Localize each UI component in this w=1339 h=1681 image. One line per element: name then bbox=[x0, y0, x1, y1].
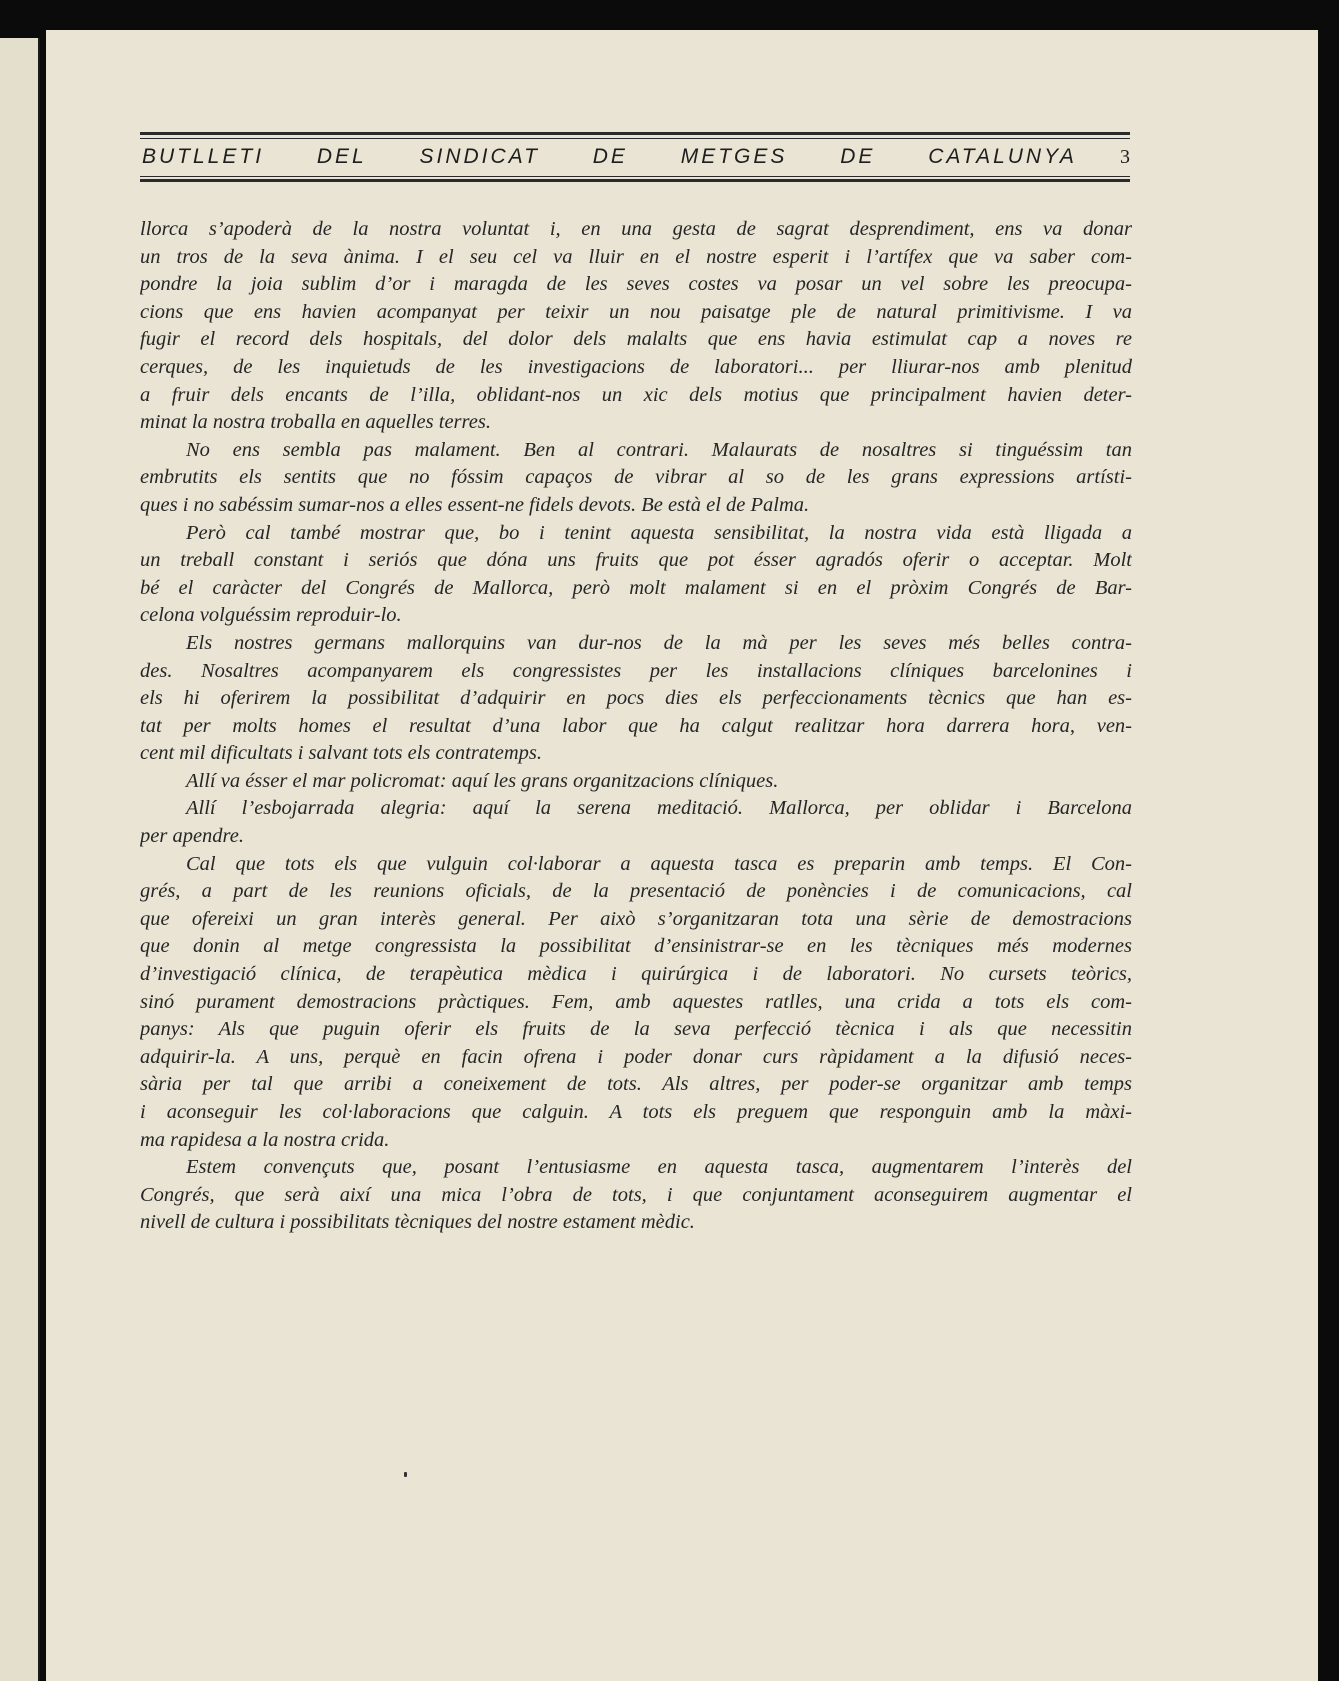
title-word: DE bbox=[840, 145, 876, 168]
header-rule-bottom-thick bbox=[140, 179, 1130, 182]
text-line: nivell de cultura i possibilitats tècniques del nostre estament mèdic. bbox=[140, 1211, 695, 1234]
text-line: ma rapidesa a la nostra crida. bbox=[140, 1128, 390, 1151]
text-line: adquirir-la. A uns, perquè en facin ofrena i poder donar curs ràpidament a la difusió neces- bbox=[140, 1045, 1132, 1068]
text-line: Cal que tots els que vulguin col·laborar a aquesta tasca es preparin amb temps. El Con- bbox=[186, 852, 1132, 875]
text-line: un treball constant i seriós que dóna uns fruits que pot ésser agradós oferir o acceptar. Molt bbox=[140, 549, 1132, 572]
text-line: Els nostres germans mallorquins van dur-nos de la mà per les seves més belles contra- bbox=[186, 631, 1132, 654]
text-line: celona volguéssim reproduir-lo. bbox=[140, 604, 402, 627]
text-line: bé el caràcter del Congrés de Mallorca, però molt malament si en el pròxim Congrés de Bar- bbox=[140, 576, 1132, 599]
text-line: sària per tal que arribi a coneixement de tots. Als altres, per poder-se organitzar amb temps bbox=[140, 1073, 1132, 1096]
text-line: Allí l’esbojarrada alegria: aquí la serena meditació. Mallorca, per oblidar i Barcelona bbox=[186, 797, 1132, 820]
text-line: panys: Als que puguin oferir els fruits de la seva perfecció tècnica i als que necessitin bbox=[140, 1018, 1132, 1041]
text-line: sinó purament demostracions pràctiques. Fem, amb aquestes ratlles, una crida a tots els com- bbox=[140, 990, 1132, 1013]
text-line: grés, a part de les reunions oficials, de la presentació de ponències i de comunicacions, cal bbox=[140, 880, 1132, 903]
text-line: fugir el record dels hospitals, del dolor dels malalts que ens havia estimulat cap a noves re bbox=[140, 328, 1132, 351]
text-line: Però cal també mostrar que, bo i tenint aquesta sensibilitat, la nostra vida està lligada a bbox=[186, 521, 1132, 544]
text-line: a fruir dels encants de l’illa, oblidant-nos un xic dels motius que principalment havien deter- bbox=[140, 383, 1132, 406]
text-line: Allí va ésser el mar policromat: aquí les grans organitzacions clíniques. bbox=[186, 769, 779, 792]
text-line: d’investigació clínica, de terapèutica mèdica i quirúrgica i de laboratori. No cursets teòrics, bbox=[140, 963, 1132, 986]
header-rule-top-thick bbox=[140, 132, 1130, 135]
ink-speck bbox=[404, 1472, 407, 1477]
text-line: embrutits els sentits que no fóssim capaços de vibrar al so de les grans expressions artísti- bbox=[140, 466, 1132, 489]
title-word: BUTLLETI bbox=[142, 145, 265, 168]
title-word: DEL bbox=[316, 145, 367, 168]
text-line: llorca s’apoderà de la nostra voluntat i, en una gesta de sagrat desprendiment, ens va donar bbox=[140, 218, 1132, 240]
page-number: 3 bbox=[1120, 146, 1130, 168]
header-rule-bottom-thin bbox=[140, 176, 1130, 177]
text-line: pondre la joia sublim d’or i maragda de les seves costes va posar un vel sobre les preocupa- bbox=[140, 273, 1132, 296]
facing-page-edge bbox=[0, 38, 40, 1681]
text-line: cions que ens havien acompanyat per teixir un nou paisatge ple de natural primitivisme. I va bbox=[140, 300, 1132, 323]
text-line: des. Nosaltres acompanyarem els congressistes per les installacions clíniques barcelonines i bbox=[140, 659, 1132, 682]
text-line: per apendre. bbox=[140, 825, 244, 848]
title-word: SINDICAT bbox=[419, 145, 540, 168]
title-word: DE bbox=[592, 145, 628, 168]
text-line: tat per molts homes el resultat d’una labor que ha calgut realitzar hora darrera hora, ven- bbox=[140, 714, 1132, 737]
title-word: METGES bbox=[680, 145, 788, 168]
text-line: i aconseguir les col·laboracions que calguin. A tots els preguem que responguin amb la màxi- bbox=[140, 1101, 1132, 1123]
header-rule-top-thin bbox=[140, 138, 1130, 139]
text-line: Estem convençuts que, posant l’entusiasme en aquesta tasca, augmentarem l’interès del bbox=[186, 1156, 1132, 1179]
running-header bbox=[140, 104, 1130, 186]
text-line: No ens sembla pas malament. Ben al contrari. Malaurats de nosaltres si tinguéssim tan bbox=[186, 438, 1132, 461]
journal-title bbox=[142, 142, 1077, 172]
title-word: CATALUNYA bbox=[928, 145, 1077, 168]
text-line: Congrés, que serà així una mica l’obra de tots, i que conjuntament aconseguirem augmentar el bbox=[140, 1183, 1132, 1206]
article-body bbox=[140, 216, 1132, 1237]
text-line: que ofereixi un gran interès general. Per això s’organitzaran tota una sèrie de demostracions bbox=[140, 907, 1132, 930]
text-line: cent mil dificultats i salvant tots els contratemps. bbox=[140, 742, 542, 765]
text-line: que donin al metge congressista la possibilitat d’ensinistrar-se en les tècniques més modernes bbox=[140, 935, 1132, 958]
text-line: ques i no sabéssim sumar-nos a elles essent-ne fidels devots. Be està el de Palma. bbox=[140, 493, 810, 516]
text-line: un tros de la seva ànima. I el seu cel va lluir en el nostre esperit i l’artífex que va saber com- bbox=[140, 245, 1132, 268]
text-line: els hi oferirem la possibilitat d’adquirir en pocs dies els perfeccionaments tècnics que han es- bbox=[140, 687, 1132, 710]
text-line: minat la nostra troballa en aquelles terres. bbox=[140, 411, 491, 434]
text-line: cerques, de les inquietuds de les investigacions de laboratori... per lliurar-nos amb plenitud bbox=[140, 355, 1132, 378]
